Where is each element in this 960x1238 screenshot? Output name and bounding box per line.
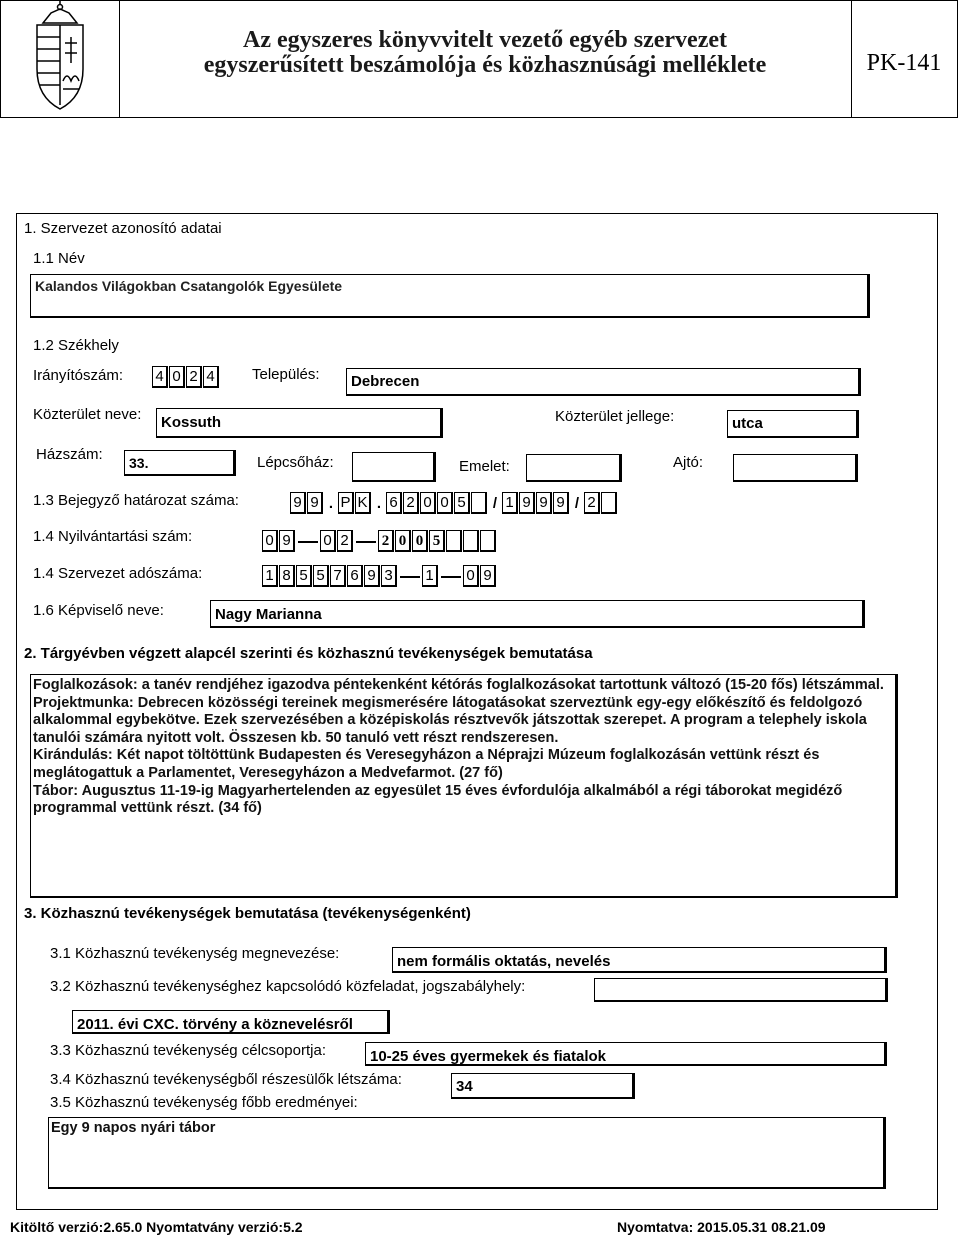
digit-cell: P	[338, 492, 354, 514]
title-line-2: egyszerűsített beszámolója és közhasznúsági melléklete	[203, 52, 767, 78]
form-title	[119, 1, 852, 117]
zip-code-field[interactable]	[152, 366, 220, 388]
floor-label: Emelet:	[459, 458, 510, 475]
digit-cell: 1	[422, 565, 438, 587]
public-task-field[interactable]: 2011. évi CXC. törvény a köznevelésről	[72, 1010, 390, 1034]
digit-cell: 7	[330, 565, 346, 587]
target-group-label: 3.3 Közhasznú tevékenység célcsoportja:	[50, 1042, 326, 1059]
digit-cell	[463, 530, 479, 552]
footer-print-date: Nyomtatva: 2015.05.31 08.21.09	[617, 1219, 826, 1235]
dash-separator	[441, 576, 461, 578]
digit-cell: 0	[395, 530, 411, 552]
door-field[interactable]	[733, 454, 858, 482]
activity-name-label: 3.1 Közhasznú tevékenység megnevezése:	[50, 945, 340, 962]
section-1-title: 1. Szervezet azonosító adatai	[24, 220, 222, 237]
digit-cell: 5	[429, 530, 445, 552]
digit-cell: 0	[262, 530, 278, 552]
activities-description-field[interactable]: Foglalkozások: a tanév rendjéhez igazodva péntekenként kétórás foglalkozásokat tartottunk változó (15-20 fős) létszámmal. Projektmunka: Debrecen közösségi tereinek megismerésére látogatásokat szerveztünk egy-egy előkészítő és feldolgozó alkalommal egybekötve. Ezek szervezésében a középiskolás résztvevők játszottak szerepet. A program a telephely iskola tanulói számára nyitott volt. Összesen kb. 50 tanuló vett részt rendszeresen. Kirándulás: Két napot töltöttünk Budapesten és Veresegyházon a Néprajzi Múzeum foglalkozásán vettünk részt és meglátogattuk a Parlamentet, Veresegyházon a Medvefarmot. (27 fő) Tábor: Augusztus 11-19-ig Magyarhertelenden az egyesület 15 éves évfordulója alkalmából a régi táborokat megidéző programmal vettünk részt. (34 fő)	[30, 674, 898, 898]
street-label: Közterület neve:	[33, 406, 142, 423]
court-decision-label: 1.3 Bejegyző határozat száma:	[33, 492, 239, 509]
digit-cell: 5	[296, 565, 312, 587]
digit-cell: 0	[320, 530, 336, 552]
results-field[interactable]: Egy 9 napos nyári tábor	[48, 1117, 886, 1189]
dash-separator	[298, 541, 318, 543]
house-number-field[interactable]: 33.	[124, 450, 236, 476]
house-number-label: Házszám:	[36, 446, 103, 463]
form-code: PK-141	[866, 50, 942, 76]
digit-cell: 8	[279, 565, 295, 587]
digit-cell: 9	[290, 492, 306, 514]
section-2-title: 2. Tárgyévben végzett alapcél szerinti és közhasznú tevékenységek bemutatása	[24, 645, 593, 662]
beneficiaries-count-field[interactable]: 34	[451, 1073, 635, 1099]
target-group-field[interactable]: 10-25 éves gyermekek és fiatalok	[365, 1042, 887, 1066]
digit-cell: K	[355, 492, 371, 514]
digit-cell	[480, 530, 496, 552]
org-name-field[interactable]: Kalandos Világokban Csatangolók Egyesülete	[30, 274, 870, 318]
title-line-1: Az egyszeres könyvvitelt vezető egyéb szervezet	[242, 27, 727, 53]
digit-cell: 9	[307, 492, 323, 514]
digit-cell: 2	[337, 530, 353, 552]
digit-cell: 2	[584, 492, 600, 514]
separator: /	[574, 495, 580, 512]
digit-cell: 0	[412, 530, 428, 552]
tax-number-field[interactable]	[262, 565, 497, 587]
digit-cell: 0	[437, 492, 453, 514]
digit-cell: 3	[381, 565, 397, 587]
beneficiaries-label: 3.4 Közhasznú tevékenységből részesülők létszáma:	[50, 1071, 402, 1088]
digit-cell: 2	[403, 492, 419, 514]
separator: .	[376, 495, 382, 512]
form-header	[0, 0, 958, 118]
registry-number-label: 1.4 Nyilvántartási szám:	[33, 528, 193, 545]
digit-cell: 6	[347, 565, 363, 587]
street-name-field[interactable]: Kossuth	[156, 408, 443, 438]
digit-cell: 9	[519, 492, 535, 514]
digit-cell: 5	[454, 492, 470, 514]
results-label: 3.5 Közhasznú tevékenység főbb eredményei:	[50, 1094, 358, 1111]
digit-cell: 2	[186, 366, 202, 388]
seat-label: 1.2 Székhely	[33, 337, 119, 354]
digit-cell: 4	[203, 366, 219, 388]
digit-cell: 1	[262, 565, 278, 587]
street-type-label: Közterület jellege:	[555, 408, 675, 425]
digit-cell	[601, 492, 617, 514]
representative-name-field[interactable]: Nagy Marianna	[210, 600, 865, 628]
registry-number-field[interactable]	[262, 530, 497, 552]
digit-cell: 9	[364, 565, 380, 587]
digit-cell: 1	[502, 492, 518, 514]
stair-label: Lépcsőház:	[257, 454, 334, 471]
footer-version: Kitöltő verzió:2.65.0 Nyomtatvány verzió:5.2	[10, 1219, 303, 1235]
street-type-field[interactable]: utca	[727, 410, 859, 438]
activity-name-field[interactable]: nem formális oktatás, nevelés	[392, 947, 887, 973]
digit-cell: 0	[463, 565, 479, 587]
public-task-label: 3.2 Közhasznú tevékenységhez kapcsolódó közfeladat, jogszabályhely:	[50, 978, 526, 995]
tax-number-label: 1.4 Szervezet adószáma:	[33, 565, 203, 582]
floor-field[interactable]	[526, 454, 622, 482]
digit-cell: 0	[420, 492, 436, 514]
digit-cell: 9	[553, 492, 569, 514]
separator: /	[492, 495, 498, 512]
city-field[interactable]: Debrecen	[346, 368, 861, 396]
zip-label: Irányítószám:	[33, 367, 124, 384]
court-decision-number-field[interactable]	[290, 492, 618, 514]
digit-cell: 9	[536, 492, 552, 514]
digit-cell: 2	[378, 530, 394, 552]
dash-separator	[400, 576, 420, 578]
city-label: Település:	[252, 366, 320, 383]
public-task-inline-field[interactable]	[594, 978, 888, 1002]
digit-cell: 9	[480, 565, 496, 587]
digit-cell: 4	[152, 366, 168, 388]
representative-label: 1.6 Képviselő neve:	[33, 602, 164, 619]
door-label: Ajtó:	[673, 454, 704, 471]
digit-cell: 6	[386, 492, 402, 514]
separator: .	[328, 495, 334, 512]
digit-cell: 5	[313, 565, 329, 587]
hungarian-coat-of-arms-icon	[1, 1, 120, 117]
dash-separator	[356, 541, 376, 543]
digit-cell: 9	[279, 530, 295, 552]
digit-cell: 0	[169, 366, 185, 388]
name-label: 1.1 Név	[33, 250, 85, 267]
digit-cell	[446, 530, 462, 552]
digit-cell	[471, 492, 487, 514]
stair-field[interactable]	[352, 452, 436, 482]
section-3-title: 3. Közhasznú tevékenységek bemutatása (tevékenységenként)	[24, 905, 471, 922]
